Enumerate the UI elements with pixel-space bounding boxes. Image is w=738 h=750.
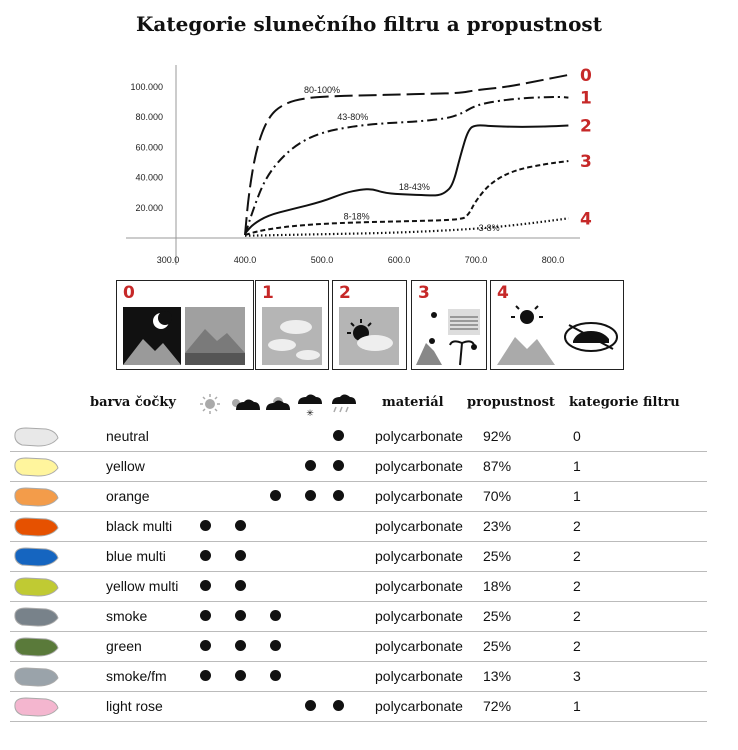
series-line-1: [245, 97, 568, 235]
panel-number: 1: [262, 283, 274, 303]
panel-number: 3: [418, 283, 430, 303]
chart-title: Kategorie slunečního filtru a propustnost: [136, 12, 602, 36]
range-annotation-0: 80-100%: [303, 85, 341, 96]
condition-dot: [270, 610, 281, 621]
transmission-value: 18%: [483, 578, 512, 594]
x-tick-label: 800.0: [541, 255, 565, 265]
condition-dot: [333, 490, 344, 501]
lens-swatch-icon: [12, 456, 60, 478]
condition-dot: [235, 580, 246, 591]
condition-dot: [305, 490, 316, 501]
category-label-2: 2: [580, 116, 592, 137]
material-value: polycarbonate: [375, 698, 463, 714]
panel-category-3: [411, 280, 487, 370]
table-row: [10, 601, 707, 632]
table-row: [10, 631, 707, 662]
material-value: polycarbonate: [375, 638, 463, 654]
lens-color-name: orange: [106, 488, 150, 504]
condition-dot: [333, 700, 344, 711]
series-line-3: [245, 161, 568, 235]
moon-mountains-icon: [117, 281, 253, 369]
table-row: [10, 421, 707, 452]
transmission-value: 70%: [483, 488, 512, 504]
lens-color-name: neutral: [106, 428, 149, 444]
category-label-3: 3: [580, 151, 592, 172]
lens-color-name: blue multi: [106, 548, 166, 564]
x-tick-label: 500.0: [310, 255, 334, 265]
lens-swatch-icon: [12, 426, 60, 448]
range-annotation-4: 3-8%: [478, 223, 500, 234]
material-value: polycarbonate: [375, 488, 463, 504]
condition-dot: [200, 580, 211, 591]
lens-swatch-icon: [12, 666, 60, 688]
lens-color-name: black multi: [106, 518, 173, 534]
category-label-1: 1: [580, 88, 592, 109]
condition-dot: [200, 670, 211, 681]
filter-category-value: 3: [573, 668, 581, 684]
chart-series: [245, 75, 568, 236]
filter-category-value: 1: [573, 488, 581, 504]
y-tick-label: 80.000: [135, 112, 163, 123]
condition-dot: [333, 430, 344, 441]
material-value: polycarbonate: [375, 428, 463, 444]
lens-swatch-icon: [12, 576, 60, 598]
rain-cloud-icon: [332, 395, 356, 413]
y-tick-label: 40.000: [135, 172, 163, 183]
header-material: materiál: [382, 395, 444, 410]
table-row: [10, 571, 707, 602]
condition-dot: [235, 670, 246, 681]
filter-category-value: 1: [573, 698, 581, 714]
filter-category-value: 2: [573, 638, 581, 654]
material-value: polycarbonate: [375, 548, 463, 564]
y-tick-label: 100.000: [130, 82, 163, 92]
condition-dot: [235, 610, 246, 621]
condition-dot: [200, 640, 211, 651]
table-row: [10, 481, 707, 512]
lens-swatch-icon: [12, 546, 60, 568]
snow-cloud-icon: [298, 395, 322, 419]
lens-color-name: green: [106, 638, 142, 654]
filter-category-value: 1: [573, 458, 581, 474]
condition-dot: [270, 490, 281, 501]
x-tick-label: 600.0: [387, 255, 411, 265]
filter-category-value: 2: [573, 548, 581, 564]
condition-dot: [200, 610, 211, 621]
category-label-0: 0: [580, 65, 592, 86]
transmission-value: 92%: [483, 428, 512, 444]
panel-category-4: [490, 280, 624, 370]
lens-color-name: yellow: [106, 458, 145, 474]
x-tick-label: 700.0: [464, 255, 488, 265]
filter-category-value: 2: [573, 608, 581, 624]
x-tick-label: 300.0: [156, 255, 180, 265]
filter-category-value: 2: [573, 518, 581, 534]
table-row: [10, 661, 707, 692]
panel-number: 2: [339, 283, 351, 303]
lens-color-name: yellow multi: [106, 578, 179, 594]
y-tick-label: 20.000: [135, 202, 163, 213]
series-line-2: [245, 125, 568, 233]
lens-swatch-icon: [12, 696, 60, 718]
lens-color-name: light rose: [106, 698, 163, 714]
table-row: [10, 541, 707, 572]
condition-dot: [235, 640, 246, 651]
condition-dot: [305, 460, 316, 471]
sun-cloud-icon: [232, 399, 260, 410]
transmission-value: 72%: [483, 698, 512, 714]
condition-dot: [235, 520, 246, 531]
no-driving-icon: [565, 323, 617, 351]
sun-icon: [200, 394, 220, 414]
condition-dot: [270, 670, 281, 681]
lens-swatch-icon: [12, 606, 60, 628]
header-lens-color: barva čočky: [90, 395, 176, 410]
material-value: polycarbonate: [375, 578, 463, 594]
panel-category-0: [116, 280, 254, 370]
transmission-chart: [0, 55, 738, 280]
range-annotation-3: 8-18%: [343, 211, 370, 222]
condition-dot: [270, 640, 281, 651]
filter-category-value: 2: [573, 578, 581, 594]
lens-color-name: smoke: [106, 608, 148, 624]
sun-behind-cloud-icon: [266, 397, 290, 410]
lens-swatch-icon: [12, 486, 60, 508]
filter-category-value: 0: [573, 428, 581, 444]
transmission-value: 25%: [483, 608, 512, 624]
condition-dot: [200, 550, 211, 561]
category-label-4: 4: [580, 209, 592, 230]
condition-dot: [305, 700, 316, 711]
svg-text:✳: ✳: [306, 409, 314, 418]
material-value: polycarbonate: [375, 608, 463, 624]
x-tick-label: 400.0: [233, 255, 257, 265]
table-row: [10, 691, 707, 722]
chart-axes: [126, 65, 580, 265]
chart-labels: [304, 66, 592, 233]
material-value: polycarbonate: [375, 668, 463, 684]
sun-over-mountains-icon: [491, 281, 623, 369]
y-tick-label: 60.000: [135, 142, 163, 153]
range-annotation-2: 18-43%: [398, 182, 430, 193]
condition-icons: [196, 390, 366, 418]
material-value: polycarbonate: [375, 518, 463, 534]
panel-number: 4: [497, 283, 509, 303]
lens-swatch-icon: [12, 516, 60, 538]
transmission-value: 87%: [483, 458, 512, 474]
transmission-value: 13%: [483, 668, 512, 684]
transmission-value: 25%: [483, 638, 512, 654]
panel-category-2: [332, 280, 407, 370]
transmission-value: 23%: [483, 518, 512, 534]
condition-dot: [235, 550, 246, 561]
range-annotation-1: 43-80%: [337, 112, 369, 123]
transmission-value: 25%: [483, 548, 512, 564]
condition-dot: [333, 460, 344, 471]
condition-dot: [200, 520, 211, 531]
panel-number: 0: [123, 283, 135, 303]
header-filter-category: kategorie filtru: [569, 395, 680, 410]
material-value: polycarbonate: [375, 458, 463, 474]
lens-color-name: smoke/fm: [106, 668, 167, 684]
panel-category-1: [255, 280, 329, 370]
table-row: [10, 451, 707, 482]
header-transmission: propustnost: [467, 395, 555, 410]
lens-swatch-icon: [12, 636, 60, 658]
table-row: [10, 511, 707, 542]
